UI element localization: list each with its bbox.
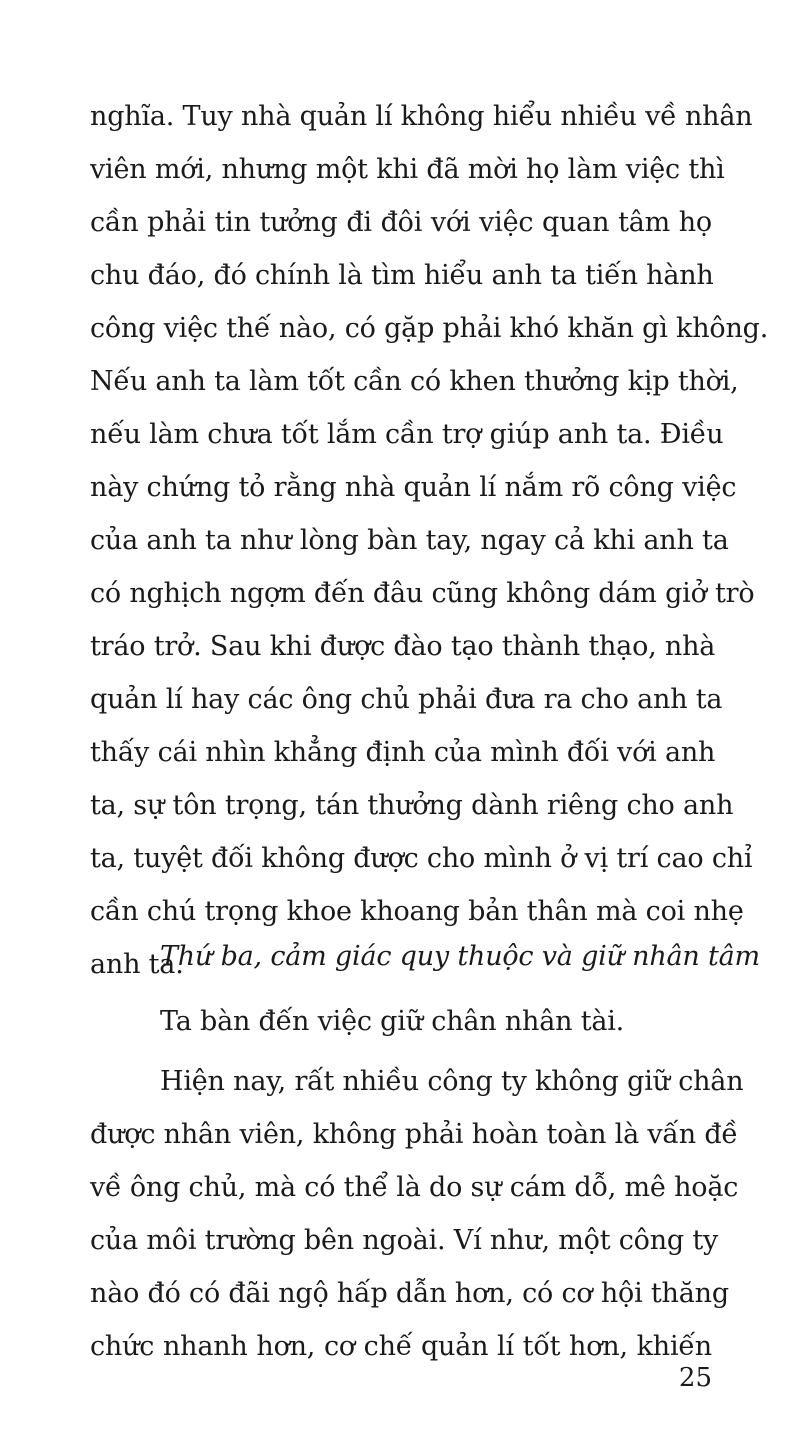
text-line: cần phải tin tưởng đi đôi với việc quan tâm họ [90,207,712,238]
text-line: quản lí hay các ông chủ phải đưa ra cho anh ta [90,684,723,715]
text-line: có nghịch ngợm đến đâu cũng không dám giở trò [90,578,755,609]
text-line: Hiện nay, rất nhiều công ty không giữ chân [160,1066,744,1097]
section-heading: Thứ ba, cảm giác quy thuộc và giữ nhân tâm [160,941,760,972]
text-line: nào đó có đãi ngộ hấp dẫn hơn, có cơ hội thăng [90,1278,729,1309]
text-line: của anh ta như lòng bàn tay, ngay cả khi anh ta [90,525,729,556]
text-line: chu đáo, đó chính là tìm hiểu anh ta tiến hành [90,260,714,291]
text-line: Nếu anh ta làm tốt cần có khen thưởng kịp thời, [90,366,739,397]
text-line: về ông chủ, mà có thể là do sự cám dỗ, mê hoặc [90,1172,739,1203]
page-number: 25 [678,1363,712,1393]
text-line: nghĩa. Tuy nhà quản lí không hiểu nhiều về nhân [90,101,753,132]
text-line: được nhân viên, không phải hoàn toàn là vấn đề [90,1119,738,1150]
paragraph-3 [90,1055,744,1373]
text-line: viên mới, nhưng một khi đã mời họ làm việc thì [90,154,725,185]
paragraph-1 [90,90,769,991]
text-line: cần chú trọng khoe khoang bản thân mà coi nhẹ [90,896,744,927]
text-line: nếu làm chưa tốt lắm cần trợ giúp anh ta. Điều [90,419,724,450]
text-line: của môi trường bên ngoài. Ví như, một công ty [90,1225,719,1256]
text-line: anh ta. [90,949,184,980]
text-line: công việc thế nào, có gặp phải khó khăn gì không. [90,313,769,344]
text-line: thấy cái nhìn khẳng định của mình đối với anh [90,737,716,768]
text-line: tráo trở. Sau khi được đào tạo thành thạo, nhà [90,631,716,662]
text-line: này chứng tỏ rằng nhà quản lí nắm rõ công việc [90,472,737,503]
paragraph-2: Ta bàn đến việc giữ chân nhân tài. [160,1006,625,1037]
text-line: ta, sự tôn trọng, tán thưởng dành riêng cho anh [90,790,734,821]
text-line: ta, tuyệt đối không được cho mình ở vị trí cao chỉ [90,843,753,874]
text-line: chức nhanh hơn, cơ chế quản lí tốt hơn, khiến [90,1331,712,1362]
